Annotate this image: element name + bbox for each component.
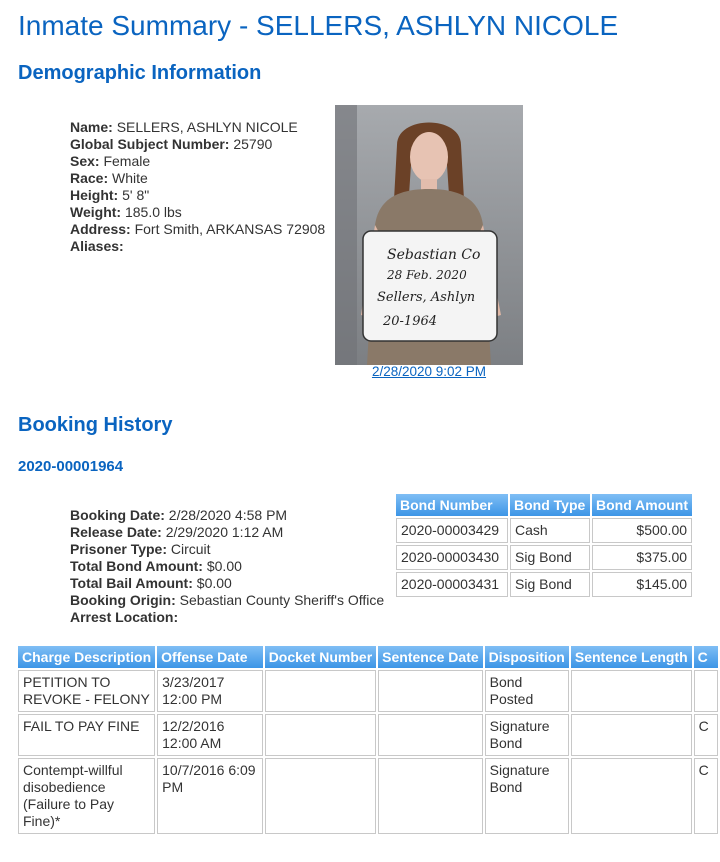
field-total-bond-amount <box>70 558 384 575</box>
charge-header-row <box>18 646 718 668</box>
field-label: Race: <box>70 170 109 186</box>
field-race <box>70 170 325 187</box>
field-booking-date <box>70 507 384 524</box>
bond-number: 2020-00003431 <box>396 572 508 597</box>
demographic-heading: Demographic Information <box>18 62 262 84</box>
docket-number <box>265 714 376 756</box>
field-label: Global Subject Number: <box>70 136 230 152</box>
truncated-cell: C <box>694 758 718 834</box>
field-label: Total Bail Amount: <box>70 575 193 591</box>
charges-table <box>16 644 720 836</box>
photo-date-link[interactable]: 2/28/2020 9:02 PM <box>371 364 487 379</box>
booking-number: 2020-00001964 <box>18 458 124 475</box>
disposition: Signature Bond <box>485 758 569 834</box>
bond-amount: $500.00 <box>592 518 692 543</box>
bond-amount: $375.00 <box>592 545 692 570</box>
bond-header-number[interactable]: Bond Number <box>396 494 508 516</box>
booking-fields <box>70 507 384 626</box>
sentence-date <box>378 714 482 756</box>
field-arrest-location <box>70 609 384 626</box>
field-label: Prisoner Type: <box>70 541 167 557</box>
placard-line: Sebastian Co <box>387 247 481 263</box>
field-value: 2/29/2020 1:12 AM <box>165 524 284 540</box>
placard-line: Sellers, Ashlyn <box>377 290 476 305</box>
field-value: $0.00 <box>196 575 232 591</box>
placard-line: 20-1964 <box>383 314 438 329</box>
booking-photo <box>335 105 523 365</box>
docket-number <box>265 670 376 712</box>
sentence-date <box>378 758 482 834</box>
field-value: SELLERS, ASHLYN NICOLE <box>116 119 298 135</box>
field-value: 5' 8" <box>122 187 150 203</box>
field-value: 185.0 lbs <box>124 204 182 220</box>
field-label: Arrest Location: <box>70 609 179 625</box>
field-label: Total Bond Amount: <box>70 558 203 574</box>
field-value: Circuit <box>170 541 211 557</box>
table-row <box>18 670 718 712</box>
field-label: Booking Date: <box>70 507 165 523</box>
bond-amount: $145.00 <box>592 572 692 597</box>
field-label: Weight: <box>70 204 122 220</box>
field-value: $0.00 <box>206 558 242 574</box>
field-label: Address: <box>70 221 131 237</box>
field-prisoner-type <box>70 541 384 558</box>
charge-header-truncated[interactable]: C <box>694 646 718 668</box>
charge-header-description[interactable]: Charge Description <box>18 646 155 668</box>
bond-number: 2020-00003430 <box>396 545 508 570</box>
table-row <box>18 714 718 756</box>
field-value: 25790 <box>233 136 273 152</box>
charge-header-sentence-length[interactable]: Sentence Length <box>571 646 692 668</box>
table-row <box>18 758 718 834</box>
field-release-date <box>70 524 384 541</box>
docket-number <box>265 758 376 834</box>
disposition: Bond Posted <box>485 670 569 712</box>
field-height <box>70 187 325 204</box>
charge-description: PETITION TO REVOKE - FELONY <box>18 670 155 712</box>
table-row <box>396 545 692 570</box>
field-value: White <box>112 170 148 186</box>
page-title: Inmate Summary - SELLERS, ASHLYN NICOLE <box>18 10 619 41</box>
bond-header-type[interactable]: Bond Type <box>510 494 590 516</box>
field-sex <box>70 153 325 170</box>
table-row <box>396 518 692 543</box>
charge-header-docket-number[interactable]: Docket Number <box>265 646 376 668</box>
placard-line: 28 Feb. 2020 <box>387 268 467 282</box>
truncated-cell <box>694 670 718 712</box>
field-value: Female <box>103 153 151 169</box>
sentence-date <box>378 670 482 712</box>
offense-date: 3/23/2017 12:00 PM <box>157 670 263 712</box>
field-label: Height: <box>70 187 119 203</box>
offense-date: 10/7/2016 6:09 PM <box>157 758 263 834</box>
sentence-length <box>571 758 692 834</box>
offense-date: 12/2/2016 12:00 AM <box>157 714 263 756</box>
field-value: 2/28/2020 4:58 PM <box>168 507 288 523</box>
field-value: Fort Smith, ARKANSAS 72908 <box>134 221 326 237</box>
field-address <box>70 221 325 238</box>
field-label: Booking Origin: <box>70 592 176 608</box>
charge-header-disposition[interactable]: Disposition <box>485 646 569 668</box>
field-label: Sex: <box>70 153 100 169</box>
charge-header-sentence-date[interactable]: Sentence Date <box>378 646 482 668</box>
booking-history-heading: Booking History <box>18 414 173 436</box>
bond-type: Sig Bond <box>510 545 590 570</box>
field-weight <box>70 204 325 221</box>
truncated-cell: C <box>694 714 718 756</box>
bond-type: Sig Bond <box>510 572 590 597</box>
field-label: Release Date: <box>70 524 162 540</box>
demographic-fields <box>70 119 325 255</box>
charge-description: Contempt-willful disobedience (Failure to Pay Fine)* <box>18 758 155 834</box>
field-total-bail-amount <box>70 575 384 592</box>
table-row <box>396 572 692 597</box>
field-label: Aliases: <box>70 238 124 254</box>
field-booking-origin <box>70 592 384 609</box>
field-global-subject-number <box>70 136 325 153</box>
bond-table <box>394 492 694 599</box>
disposition: Signature Bond <box>485 714 569 756</box>
field-label: Name: <box>70 119 113 135</box>
bond-number: 2020-00003429 <box>396 518 508 543</box>
bond-header-amount[interactable]: Bond Amount <box>592 494 692 516</box>
charge-header-offense-date[interactable]: Offense Date <box>157 646 263 668</box>
bond-header-row <box>396 494 692 516</box>
charge-description: FAIL TO PAY FINE <box>18 714 155 756</box>
sentence-length <box>571 714 692 756</box>
field-value: Sebastian County Sheriff's Office <box>179 592 385 608</box>
field-name <box>70 119 325 136</box>
sentence-length <box>571 670 692 712</box>
field-aliases <box>70 238 325 255</box>
bond-type: Cash <box>510 518 590 543</box>
